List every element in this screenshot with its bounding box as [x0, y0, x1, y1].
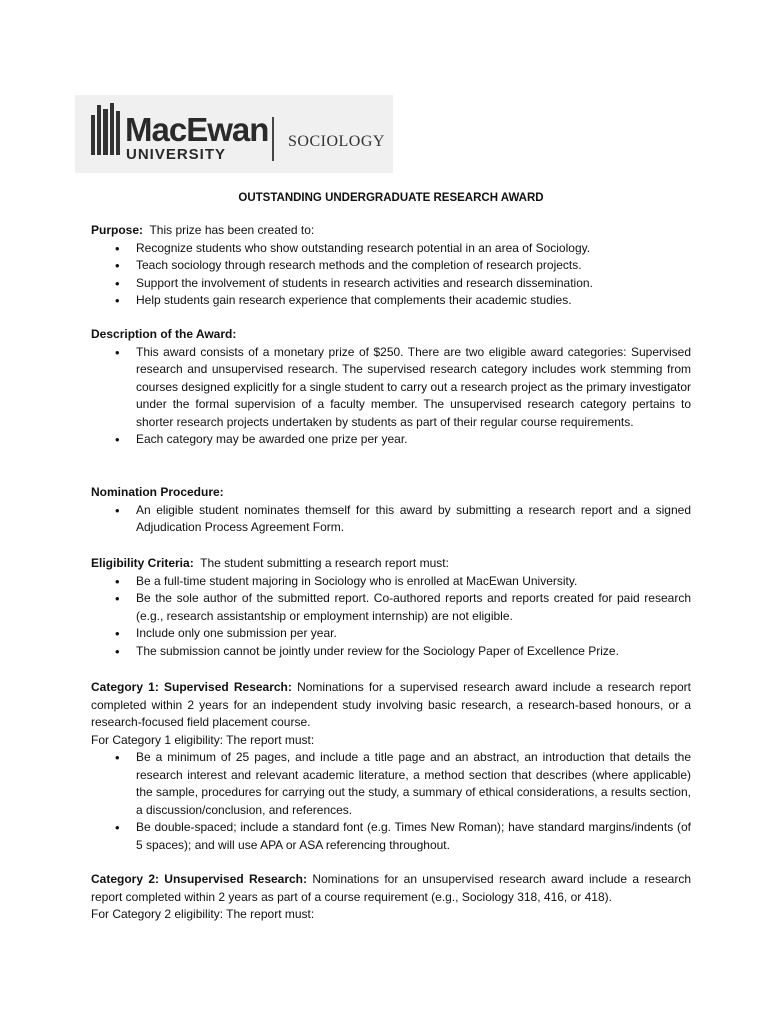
purpose-intro: This prize has been created to: [149, 223, 315, 237]
category2-eligibility-intro: For Category 2 eligibility: The report must: [91, 907, 315, 921]
eligibility-list [91, 573, 691, 661]
logo-name: MacEwan [125, 111, 269, 148]
category1-paragraph [91, 679, 691, 732]
category2-section [91, 871, 691, 924]
description-section [91, 326, 691, 449]
eligibility-section [91, 555, 691, 660]
category1-list [91, 749, 691, 854]
category1-eligibility-intro: For Category 1 eligibility: The report must: [91, 732, 315, 747]
list-item: • Be the sole author of the submitted report. Co-authored reports and reports created for paid research (e.g., research assistantship or employment internship) are not eligible. [91, 590, 691, 625]
list-item: • Recognize students who show outstanding research potential in an area of Sociology. [91, 240, 691, 258]
list-item: • The submission cannot be jointly under review for the Sociology Paper of Excellence Prize. [91, 643, 691, 661]
list-item: • Include only one submission per year. [91, 625, 691, 643]
list-item: • An eligible student nominates themself for this award by submitting a research report and a signed Adjudication Process Agreement Form. [91, 502, 691, 537]
logo-department: SOCIOLOGY [288, 133, 385, 150]
category1-text: Nominations for a supervised research award include a research report completed within 2 years for an independent study involving basic research, a research-based honours, or a research-focused field placement course. [91, 680, 691, 729]
purpose-label: Purpose: [91, 223, 144, 237]
eligibility-label: Eligibility Criteria: [91, 556, 194, 570]
list-item: • Support the involvement of students in research activities and research dissemination. [91, 275, 691, 293]
category1-section [91, 679, 691, 854]
nomination-section [91, 484, 691, 537]
nomination-list [91, 502, 691, 537]
logo-mark-icon [91, 103, 121, 155]
purpose-list [91, 240, 691, 310]
nomination-heading [91, 484, 691, 502]
list-item: • Be double-spaced; include a standard font (e.g. Times New Roman); have standard margins/indents (of 5 spaces); and will use APA or ASA referencing throughout. [91, 819, 691, 854]
description-label: Description of the Award: [91, 327, 237, 341]
list-item: • Be a minimum of 25 pages, and include a title page and an abstract, an introduction that details the research interest and relevant academic literature, a method section that describes (where applicable) the sample, procedures for carrying out the study, a summary of ethical considerations, a results section, a discussion/conclusion, and references. [91, 749, 691, 819]
list-item: • Help students gain research experience that complements their academic studies. [91, 292, 691, 310]
category2-text: Nominations for an unsupervised research award include a research report completed within 2 years as part of a course requirement (e.g., Sociology 318, 416, or 418). [91, 872, 691, 904]
eligibility-intro: The student submitting a research report must: [200, 556, 449, 570]
category1-label: Category 1: Supervised Research: [91, 680, 292, 694]
description-list [91, 344, 691, 449]
logo-university: UNIVERSITY [126, 146, 227, 163]
list-item: • Be a full-time student majoring in Sociology who is enrolled at MacEwan University. [91, 573, 691, 591]
category2-paragraph [91, 871, 691, 906]
description-heading [91, 326, 691, 344]
category2-label: Category 2: Unsupervised Research: [91, 872, 308, 886]
list-item: • This award consists of a monetary prize of $250. There are two eligible award categories: Supervised research and unsupervised research. The supervised research category includes work stemming from courses designed explicitly for a single student to carry out a research project as the primary investigator under the formal supervision of a faculty member. The unsupervised research category pertains to shorter research projects undertaken by students as part of their regular course requirements. [91, 344, 691, 432]
list-item: • Teach sociology through research methods and the completion of research projects. [91, 257, 691, 275]
nomination-label: Nomination Procedure: [91, 485, 224, 499]
university-logo [75, 95, 393, 173]
purpose-section [91, 222, 691, 310]
list-item: • Each category may be awarded one prize per year. [91, 431, 691, 449]
logo-divider [272, 117, 274, 161]
eligibility-heading [91, 555, 691, 573]
purpose-heading [91, 222, 691, 240]
document-title: OUTSTANDING UNDERGRADUATE RESEARCH AWARD [238, 192, 544, 204]
